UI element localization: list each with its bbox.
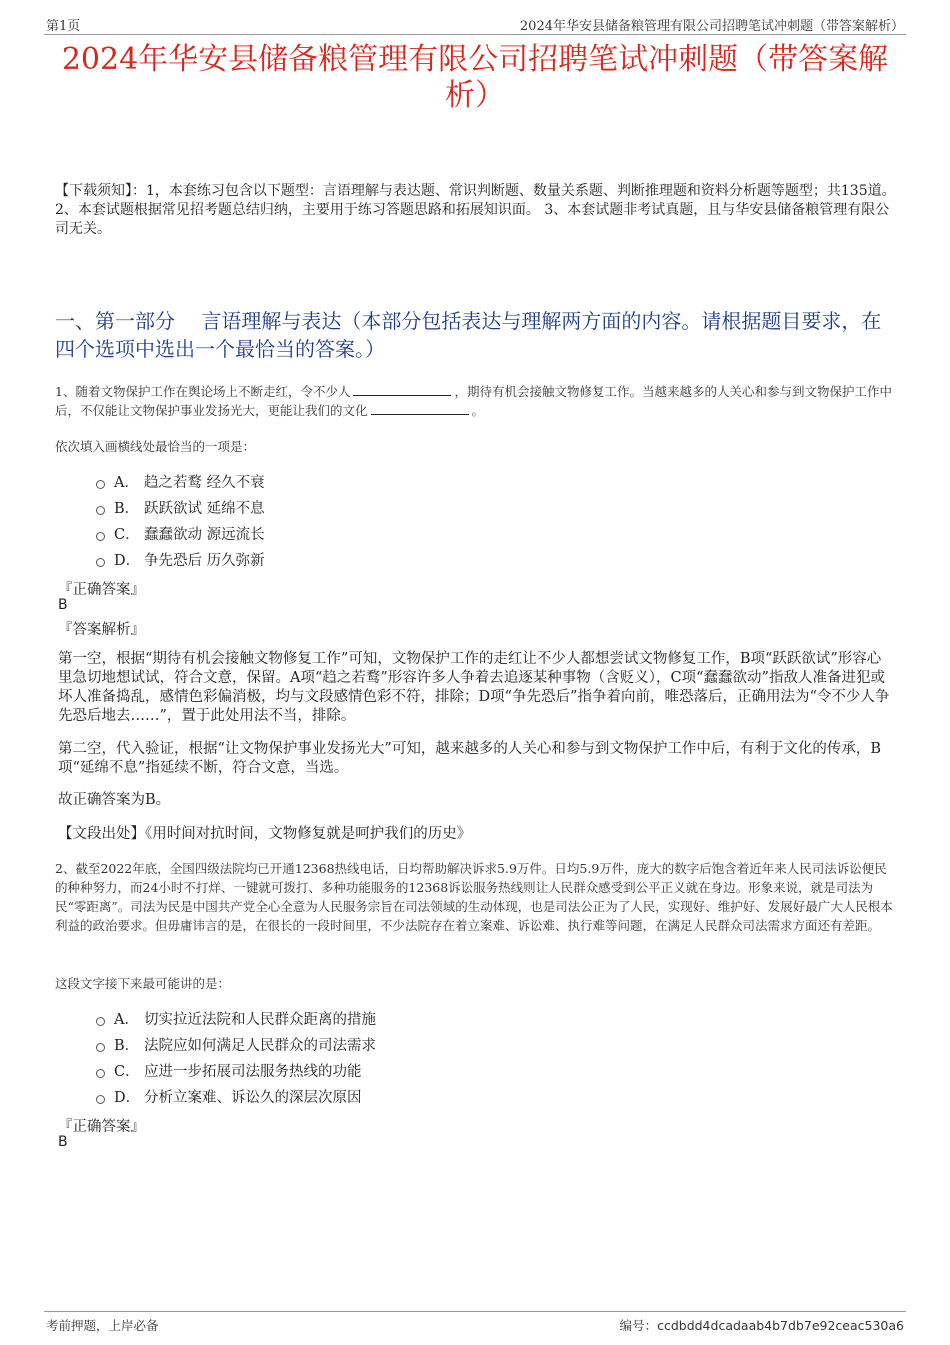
radio-icon[interactable] bbox=[96, 506, 105, 515]
analysis-paragraph-1: 第一空，根据“期待有机会接触文物修复工作”可知，文物保护工作的走红让不少人都想尝试文物修复工作，B项“跃跃欲试”形容心里急切地想试试，符合文意，保留。A项“趋之若鹜”形容许多人争着去追逐某种事物（含贬义），C项“蠢蠢欲动”指敌人准备进犯或坏人准备捣乱，感情色彩偏消极，均与文段感情色彩不符，排除；D项“争先恐后”指争着向前，唯恐落后，正确用法为“令不少人争先恐后地去……”，置于此处用法不当，排除。 bbox=[58, 651, 890, 724]
analysis-paragraph-2: 第二空，代入验证，根据“让文物保护事业发扬光大”可知，越来越多的人关心和参与到文物保护工作中后，有利于文化的传承，B项“延绵不息”指延续不断，符合文意，当选。 bbox=[58, 741, 881, 776]
question-2-prompt: 这段文字接下来最可能讲的是： bbox=[55, 976, 231, 991]
option-d[interactable] bbox=[96, 546, 265, 572]
question-1-text-part-a: 1、随着文物保护工作在舆论场上不断走红，令不少人 bbox=[55, 384, 351, 399]
answer-label: 『正确答案』 bbox=[58, 1119, 145, 1135]
option-text: 争先恐后 历久弥新 bbox=[144, 552, 265, 569]
option-text: 切实拉近法院和人民群众距离的措施 bbox=[144, 1011, 376, 1028]
download-notice: 【下载须知】：1，本套练习包含以下题型：言语理解与表达题、常识判断题、数量关系题、判断推理题和资料分析题等题型；共135道。 2、本套试题根据常见招考题总结归纳，主要用于练习答题思路和拓展知识面。 3、本套试题非考试真题，且与华安县储备粮管理有限公司无关。 bbox=[55, 183, 896, 237]
option-letter: D． bbox=[114, 1089, 141, 1106]
analysis-label: 『答案解析』 bbox=[58, 622, 145, 638]
correct-answer: B bbox=[58, 1134, 68, 1150]
option-c[interactable] bbox=[96, 520, 265, 546]
question-1-text-part-c: 。 bbox=[471, 403, 485, 418]
option-d[interactable] bbox=[96, 1083, 376, 1109]
option-b[interactable] bbox=[96, 1031, 376, 1057]
page-header bbox=[44, 12, 906, 35]
section-heading: 一、第一部分 言语理解与表达（本部分包括表达与理解两方面的内容。请根据题目要求，在四个选项中选出一个最恰当的答案。） bbox=[55, 309, 882, 361]
option-a[interactable] bbox=[96, 1005, 376, 1031]
correct-answer: B bbox=[58, 597, 68, 613]
option-b[interactable] bbox=[96, 494, 265, 520]
option-text: 分析立案难、诉讼久的深层次原因 bbox=[144, 1089, 362, 1106]
option-letter: A． bbox=[114, 1011, 139, 1028]
question-1-text bbox=[55, 382, 898, 420]
source-citation: 【文段出处】《用时间对抗时间，文物修复就是呵护我们的历史》 bbox=[58, 826, 472, 842]
header-doc-title: 2024年华安县储备粮管理有限公司招聘笔试冲刺题（带答案解析） bbox=[519, 19, 904, 34]
question-1-text-part-b: ，期待有机会接触文物修复工作。当越来越多的人关心和参与到文物保护工作中后，不仅能让文物保护事业发扬光大，更能让我们的文化 bbox=[55, 384, 892, 418]
radio-icon[interactable] bbox=[96, 1069, 105, 1078]
answer-label: 『正确答案』 bbox=[58, 582, 145, 598]
footer-code bbox=[620, 1316, 904, 1334]
option-letter: C． bbox=[114, 526, 140, 543]
footer-code-label: 编号： bbox=[619, 1318, 658, 1333]
footer-code-value: ccdbdd4dcadaab4b7db7e92ceac530a6 bbox=[657, 1318, 904, 1333]
page-footer bbox=[44, 1311, 906, 1334]
fill-blank-1 bbox=[353, 383, 451, 396]
option-text: 法院应如何满足人民群众的司法需求 bbox=[144, 1037, 376, 1054]
analysis-conclusion: 故正确答案为B。 bbox=[58, 792, 171, 808]
option-text: 蠢蠢欲动 源远流长 bbox=[144, 526, 265, 543]
option-a[interactable] bbox=[96, 468, 265, 494]
option-letter: A． bbox=[114, 474, 139, 491]
option-letter: B． bbox=[114, 1037, 140, 1054]
option-text: 应进一步拓展司法服务热线的功能 bbox=[144, 1063, 362, 1080]
option-text: 趋之若鹜 经久不衰 bbox=[144, 474, 265, 491]
option-text: 跃跃欲试 延绵不息 bbox=[144, 500, 265, 517]
option-c[interactable] bbox=[96, 1057, 376, 1083]
question-1-options bbox=[96, 468, 265, 572]
question-2-options bbox=[96, 1005, 376, 1109]
radio-icon[interactable] bbox=[96, 480, 105, 489]
question-1-prompt: 依次填入画横线处最恰当的一项是： bbox=[55, 439, 256, 454]
fill-blank-2 bbox=[371, 402, 469, 415]
radio-icon[interactable] bbox=[96, 558, 105, 567]
radio-icon[interactable] bbox=[96, 1095, 105, 1104]
radio-icon[interactable] bbox=[96, 1017, 105, 1026]
footer-slogan: 考前押题，上岸必备 bbox=[46, 1318, 159, 1333]
page-number: 第1页 bbox=[46, 19, 81, 34]
option-letter: B． bbox=[114, 500, 140, 517]
option-letter: D． bbox=[114, 552, 141, 569]
document-title: 2024年华安县储备粮管理有限公司招聘笔试冲刺题（带答案解析） bbox=[61, 42, 889, 113]
radio-icon[interactable] bbox=[96, 1043, 105, 1052]
question-2-text: 2、截至2022年底，全国四级法院均已开通12368热线电话，日均帮助解决诉求5.9万件。日均5.9万件，庞大的数字后饱含着近年来人民司法诉讼便民的种种努力，而24小时不打烊、一键就可拨打、多种功能服务的12368诉讼服务热线则让人民群众感受到公平正义就在身边。形象来说，就是司法为民“零距离”。司法为民是中国共产党全心全意为人民服务宗旨在司法领域的生动体现，也是司法公正为了人民，实现好、维护好、发展好最广大人民根本利益的政治要求。但毋庸讳言的是，在很长的一段时间里，不少法院存在着立案难、诉讼难、执行难等问题，在满足人民群众司法需求方面还有差距。 bbox=[55, 861, 893, 933]
option-letter: C． bbox=[114, 1063, 140, 1080]
radio-icon[interactable] bbox=[96, 532, 105, 541]
